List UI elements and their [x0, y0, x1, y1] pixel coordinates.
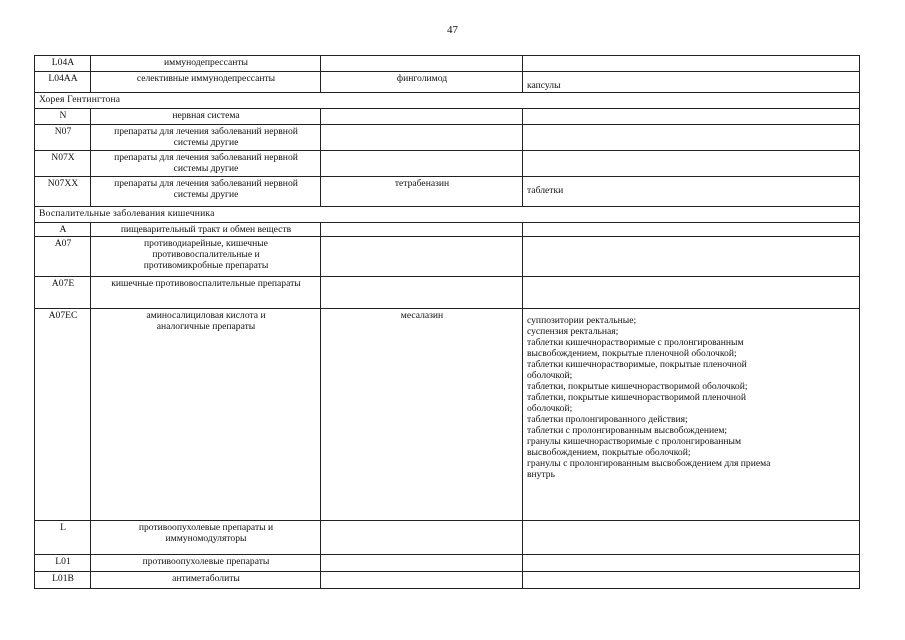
table-row [35, 56, 860, 72]
substance-cell [321, 223, 523, 237]
dosage-form-cell [523, 125, 860, 151]
group-name-text: противоопухолевые препараты и иммуномодуляторы [138, 522, 274, 544]
substance-cell [321, 521, 523, 555]
substance-cell: финголимод [321, 72, 523, 93]
dosage-form-line: таблетки, покрытые кишечнорастворимой оболочкой; [527, 381, 748, 392]
substance-cell [321, 151, 523, 177]
dosage-form-line: таблетки кишечнорастворимые с пролонгированным [527, 337, 744, 348]
dosage-form-line: суппозитории ректальные; [527, 315, 637, 326]
dosage-form-cell [523, 277, 860, 309]
table-row [35, 237, 860, 277]
group-name-text: препараты для лечения заболеваний нервной системы другие [114, 178, 298, 200]
dosage-form-cell [523, 223, 860, 237]
atc-code-cell: L [35, 521, 91, 555]
dosage-form-line: гранулы кишечнорастворимые с пролонгированным [527, 436, 742, 447]
dosage-form-line: таблетки с пролонгированным высвобождением; [527, 425, 728, 436]
group-name-text: антиметаболиты [172, 573, 240, 584]
substance-cell [321, 572, 523, 589]
substance-cell: тетрабеназин [321, 177, 523, 207]
group-name-text: нервная система [172, 110, 240, 121]
group-name-cell [91, 56, 321, 72]
group-name-text: препараты для лечения заболеваний нервной системы другие [114, 126, 298, 148]
substance-cell [321, 555, 523, 572]
dosage-form-line: капсулы [527, 80, 561, 91]
dosage-form-cell [523, 309, 860, 521]
dosage-form-line: оболочкой; [527, 403, 573, 414]
dosage-form-cell [523, 237, 860, 277]
substance-cell [321, 277, 523, 309]
dosage-form-line: таблетки [527, 185, 564, 196]
table-row [35, 109, 860, 125]
group-name-cell [91, 223, 321, 237]
group-name-text: аминосалициловая кислота и аналогичные препараты [146, 310, 266, 332]
table-row [35, 125, 860, 151]
dosage-form-line: суспензия ректальная; [527, 326, 619, 337]
atc-code-cell: A07 [35, 237, 91, 277]
table-row [35, 151, 860, 177]
group-name-cell [91, 521, 321, 555]
group-name-cell [91, 177, 321, 207]
table-row [35, 72, 860, 93]
dosage-form-cell [523, 72, 860, 93]
section-title: Воспалительные заболевания кишечника [35, 207, 860, 223]
dosage-form-line: таблетки кишечнорастворимые, покрытые пленочной [527, 359, 747, 370]
atc-code-cell: N07 [35, 125, 91, 151]
table-row [35, 572, 860, 589]
section-title: Хорея Гентингтона [35, 93, 860, 109]
group-name-text: противодиарейные, кишечные противовоспалительные и противомикробные препараты [143, 238, 269, 271]
dosage-form-cell [523, 555, 860, 572]
atc-code-cell: N [35, 109, 91, 125]
group-name-text: противоопухолевые препараты [142, 556, 270, 567]
atc-code-cell: L01B [35, 572, 91, 589]
group-name-cell [91, 555, 321, 572]
section-row [35, 93, 860, 109]
atc-code-cell: L04A [35, 56, 91, 72]
group-name-text: пищеварительный тракт и обмен веществ [120, 224, 292, 235]
atc-code-cell: N07XX [35, 177, 91, 207]
table-row [35, 521, 860, 555]
group-name-text: препараты для лечения заболеваний нервной системы другие [114, 152, 298, 174]
substance-cell [321, 125, 523, 151]
group-name-text: кишечные противовоспалительные препараты [111, 278, 301, 289]
atc-code-cell: L04AA [35, 72, 91, 93]
table-row [35, 177, 860, 207]
dosage-form-cell [523, 151, 860, 177]
group-name-text: иммунодепрессанты [164, 57, 248, 68]
page-number: 47 [447, 24, 458, 36]
drug-table [34, 55, 860, 589]
group-name-cell [91, 309, 321, 521]
atc-code-cell: N07X [35, 151, 91, 177]
group-name-cell [91, 572, 321, 589]
group-name-cell [91, 277, 321, 309]
table-row [35, 223, 860, 237]
dosage-form-line: высвобождением, покрытые оболочкой; [527, 447, 691, 458]
table-row [35, 277, 860, 309]
table-row [35, 309, 860, 521]
dosage-form-cell [523, 521, 860, 555]
dosage-form-cell [523, 109, 860, 125]
dosage-form-line: высвобождением, покрытые пленочной оболочкой; [527, 348, 737, 359]
dosage-form-line: таблетки, покрытые кишечнорастворимой пленочной [527, 392, 746, 403]
group-name-text: селективные иммунодепрессанты [136, 73, 276, 84]
atc-code-cell: A07E [35, 277, 91, 309]
dosage-form-cell [523, 56, 860, 72]
substance-cell [321, 109, 523, 125]
group-name-cell [91, 237, 321, 277]
atc-code-cell: A07EC [35, 309, 91, 521]
substance-cell [321, 237, 523, 277]
substance-cell [321, 56, 523, 72]
group-name-cell [91, 151, 321, 177]
substance-cell: месалазин [321, 309, 523, 521]
atc-code-cell: A [35, 223, 91, 237]
dosage-form-cell [523, 177, 860, 207]
dosage-form-line: внутрь [527, 469, 555, 480]
table-row [35, 555, 860, 572]
dosage-form-cell [523, 572, 860, 589]
group-name-cell [91, 125, 321, 151]
section-row [35, 207, 860, 223]
dosage-form-line: гранулы с пролонгированным высвобождением для приема [527, 458, 771, 469]
group-name-cell [91, 72, 321, 93]
atc-code-cell: L01 [35, 555, 91, 572]
dosage-form-line: оболочкой; [527, 370, 573, 381]
dosage-form-line: таблетки пролонгированного действия; [527, 414, 688, 425]
group-name-cell [91, 109, 321, 125]
